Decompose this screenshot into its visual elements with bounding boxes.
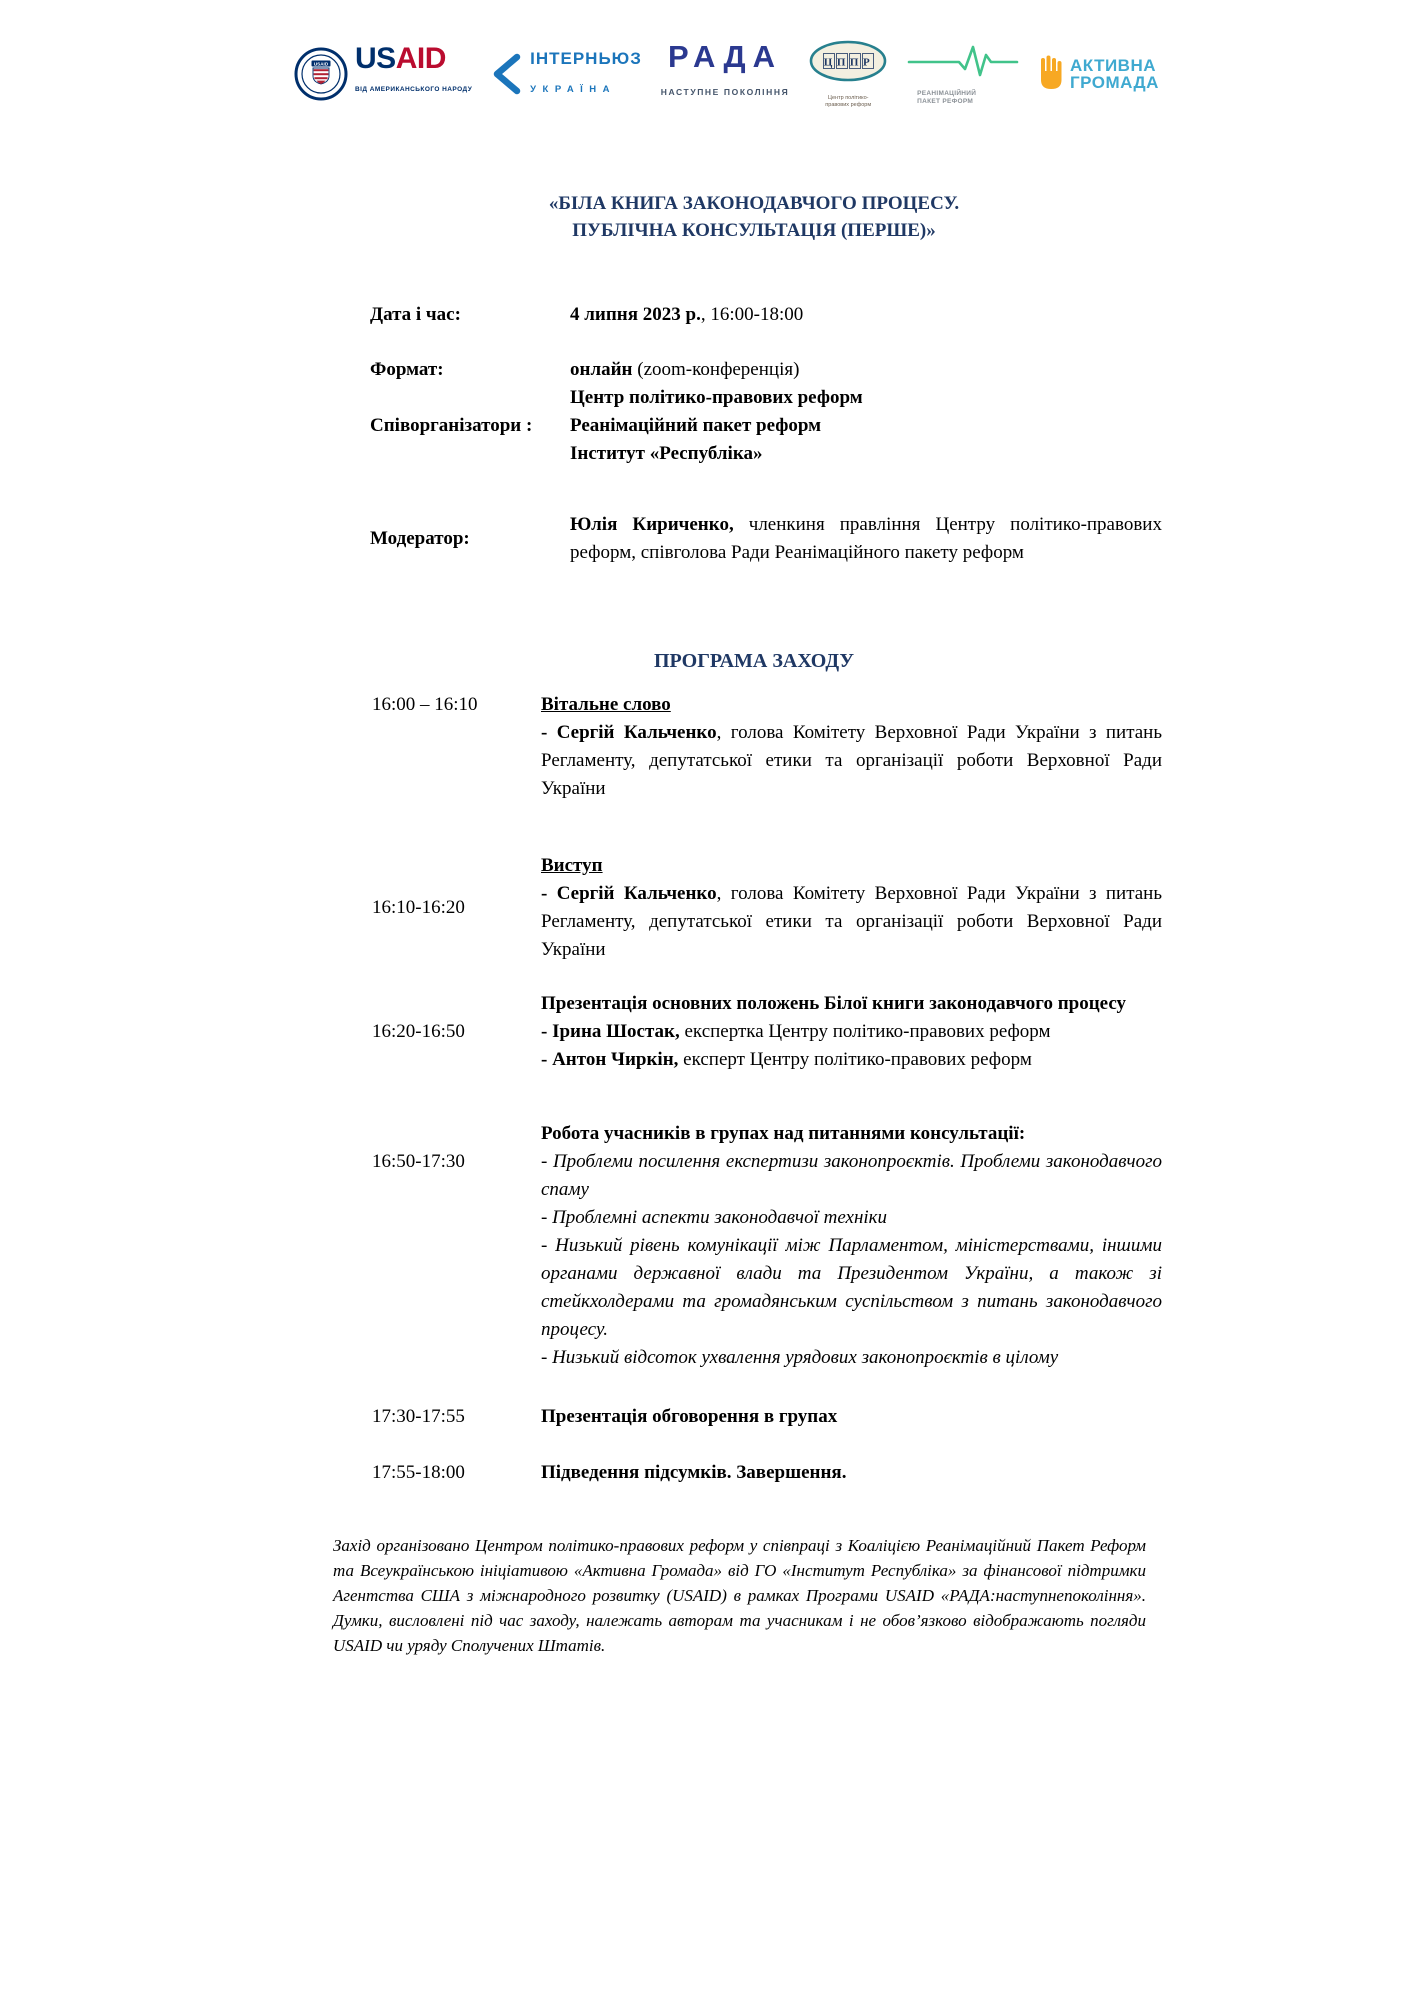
agenda-content [541, 691, 1162, 803]
agenda-bullet: - Низький відсоток ухвалення урядових законопроєктів в цілому [541, 1347, 1059, 1368]
agenda-speaker [541, 880, 1162, 964]
date-value [570, 301, 1162, 329]
usaid-word [355, 44, 472, 74]
agenda-title: Підведення підсумків. Завершення. [541, 1462, 847, 1483]
speaker-name: - Антон Чиркін, [541, 1049, 679, 1070]
agenda-time: 16:20-16:50 [372, 1021, 465, 1042]
speaker-name: - Сергій Кальченко [541, 883, 717, 904]
internews-angle-icon [491, 53, 521, 95]
agenda-bullet: - Проблемні аспекти законодавчої техніки [541, 1207, 888, 1228]
rada-title: РАДА [668, 39, 783, 74]
date-value-rest: , 16:00-18:00 [700, 304, 804, 325]
usaid-word-aid: AID [395, 42, 446, 75]
agenda-bullet: - Низький рівень комунікації між Парламентом, міністерствами, іншими органами державної влади та Президентом України, а також зі стейкхолдерами та громадянським суспільством з питань законодавчого процесу. [541, 1235, 1162, 1340]
agenda-item-3 [370, 990, 1162, 1074]
agenda-title: Вітальне слово [541, 694, 671, 715]
internews-subtitle: УКРАЇНА [530, 83, 617, 95]
internews-logo [491, 45, 642, 104]
program-heading: ПРОГРАМА ЗАХОДУ [653, 650, 855, 672]
usaid-logo [294, 44, 472, 104]
date-row [370, 301, 1162, 329]
cppr-letters: ЦППР [824, 56, 875, 68]
cppr-logo [808, 40, 888, 109]
usaid-seal-text: USAID [313, 61, 329, 67]
cppr-caption: Центр політико-правових реформ [825, 94, 872, 108]
agenda-content [541, 1459, 1162, 1487]
agenda-item-6 [370, 1459, 1162, 1487]
internews-title: ІНТЕРНЬЮЗ [530, 48, 642, 68]
usaid-word-us: US [355, 42, 396, 75]
agenda-bullets [541, 1148, 1162, 1372]
format-label: Формат: [370, 359, 444, 380]
rpr-caption [907, 90, 1019, 106]
disclaimer-text: Захід організовано Центром політико-правових реформ у співпраці з Коаліцією Реанімаційний Пакет Реформ та Всеукраїнською ініціативою «Активна Громада» від ГО «Інститут Республіка» за фінансової підтримки Агентства США з міжнародного розвитку (USAID) в рамках Програми USAID «РАДА:наступнепокоління». Думки, висловлені під час заходу, належать авторам та учасникам і не обов’язково відображають погляди USAID чи уряду Сполучених Штатів. [333, 1536, 1146, 1655]
moderator-description: членкиня правління Центру політико-правових реформ, співголова Ради Реанімаційного пакету реформ [570, 514, 1162, 563]
moderator-row [370, 511, 1162, 567]
coorganizers-label: Співорганізатори : [370, 415, 533, 436]
usaid-tagline: ВІД АМЕРИКАНСЬКОГО НАРОДУ [355, 86, 473, 93]
agenda-item-2 [370, 852, 1162, 964]
active-community-hand-icon [1038, 55, 1065, 93]
speaker-role: експерт Центру політико-правових реформ [678, 1049, 1032, 1070]
rpr-heartbeat-icon [907, 43, 1019, 79]
rada-subtitle: НАСТУПНЕ ПОКОЛІННЯ [660, 87, 790, 97]
rada-logo [660, 39, 790, 106]
agenda-speaker [541, 1046, 1162, 1074]
partner-logos [294, 40, 1159, 108]
agenda-title: Виступ [541, 855, 603, 876]
internews-wordmark [530, 45, 642, 104]
document-title-line2: ПУБЛІЧНА КОНСУЛЬТАЦІЯ (ПЕРШЕ)» [572, 220, 936, 241]
agenda-content [541, 1120, 1162, 1372]
active-community-line2: ГРОМАДА [1070, 73, 1159, 92]
event-info [370, 301, 1162, 567]
active-community-wordmark [1070, 57, 1159, 91]
rpr-logo [907, 43, 1019, 106]
agenda-item-1 [370, 691, 1162, 803]
coorganizer-item: Реанімаційний пакет реформ [570, 415, 822, 436]
document-title-line1: «БІЛА КНИГА ЗАКОНОДАВЧОГО ПРОЦЕСУ. [548, 193, 960, 214]
active-community-logo [1038, 55, 1159, 93]
agenda-content [541, 852, 1162, 964]
agenda-time: 17:30-17:55 [372, 1406, 465, 1427]
date-label: Дата і час: [370, 304, 461, 325]
document-title [346, 190, 1162, 244]
agenda-item-4 [370, 1120, 1162, 1372]
agenda-speaker [541, 1018, 1162, 1046]
coorganizers-row [370, 384, 1162, 468]
speaker-name: - Сергій Кальченко [541, 722, 717, 743]
agenda-speaker [541, 719, 1162, 803]
speaker-role: , голова Комітету Верховної Ради України з питань Регламенту, депутатської етики та організації роботи Верховної Ради України [541, 722, 1163, 799]
format-value [570, 356, 1162, 384]
coorganizer-item: Інститут «Республіка» [570, 443, 763, 464]
cppr-ellipse-icon [808, 40, 888, 84]
speaker-name: - Ірина Шостак, [541, 1021, 680, 1042]
date-value-bold: 4 липня 2023 р. [570, 304, 701, 325]
agenda-time: 17:55-18:00 [372, 1462, 465, 1483]
moderator-label: Модератор: [370, 528, 470, 549]
agenda-content [541, 990, 1162, 1074]
agenda-time: 16:00 – 16:10 [372, 694, 478, 715]
moderator-name: Юлія Кириченко, [570, 514, 734, 535]
rpr-caption-line1: РЕАНІМАЦІЙНИЙ [917, 89, 977, 97]
agenda-bullet: - Проблеми посилення експертизи законопроєктів. Проблеми законодавчого спаму [541, 1151, 1162, 1200]
moderator-value [570, 511, 1162, 567]
usaid-seal-icon [294, 47, 348, 101]
agenda-item-5 [370, 1403, 1162, 1431]
rpr-caption-line2: ПАКЕТ РЕФОРМ [917, 97, 974, 105]
active-community-line1: АКТИВНА [1070, 56, 1157, 75]
speaker-role: експертка Центру політико-правових реформ [679, 1021, 1051, 1042]
agenda-title: Робота учасників в групах над питаннями консультації: [541, 1123, 1026, 1144]
agenda-title: Презентація основних положень Білої книги законодавчого процесу [541, 993, 1127, 1014]
format-value-rest: (zoom-конференція) [632, 359, 800, 380]
agenda-title: Презентація обговорення в групах [541, 1406, 838, 1427]
agenda-time: 16:50-17:30 [372, 1151, 465, 1172]
usaid-wordmark [355, 44, 472, 104]
agenda-time: 16:10-16:20 [372, 897, 465, 918]
speaker-role: , голова Комітету Верховної Ради України з питань Регламенту, депутатської етики та організації роботи Верховної Ради України [541, 883, 1163, 960]
format-row [370, 356, 1162, 384]
agenda-content [541, 1403, 1162, 1431]
coorganizer-item: Центр політико-правових реформ [570, 387, 863, 408]
coorganizers-list [570, 384, 1162, 468]
format-value-bold: онлайн [570, 359, 633, 380]
